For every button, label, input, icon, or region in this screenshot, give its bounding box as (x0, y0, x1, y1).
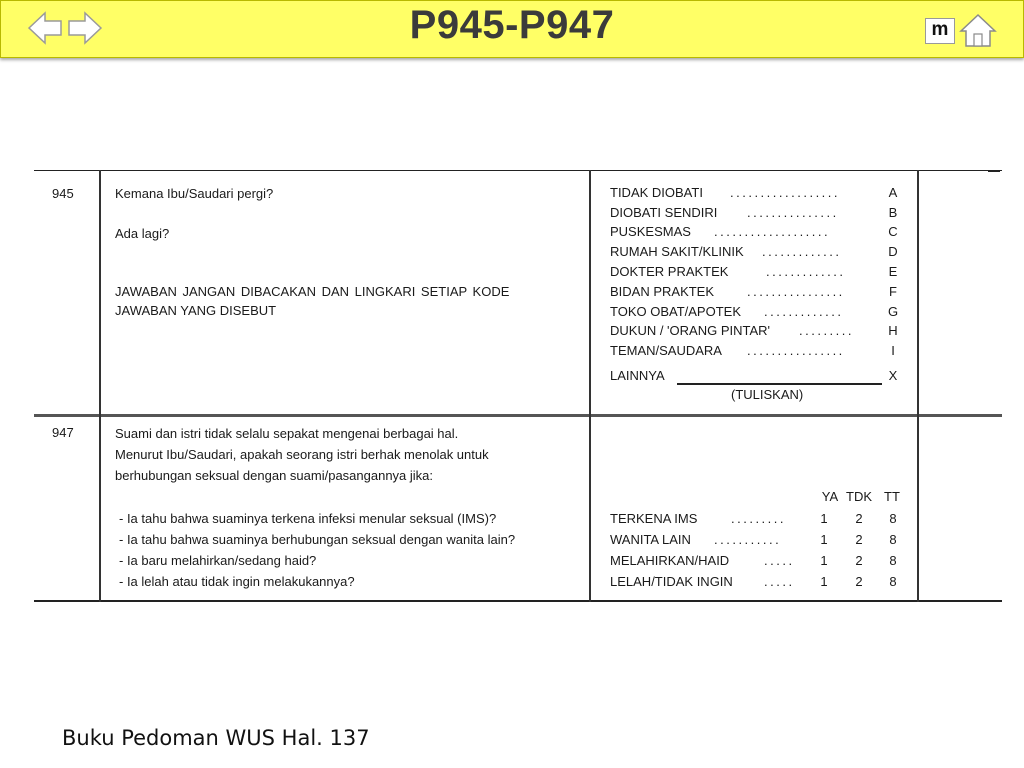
question-number: 945 (52, 186, 74, 201)
instruction-text: JAWABAN JANGAN DIBACAKAN DAN LINGKARI SETIAP KODE (115, 284, 510, 299)
table-top-tick (988, 170, 1000, 172)
answer-code-ya[interactable]: 1 (820, 574, 828, 589)
leader-dots: ......... (731, 511, 787, 526)
table-top-border (34, 170, 1002, 171)
table-bottom-border (34, 600, 1002, 602)
question-text: Kemana Ibu/Saudari pergi? (115, 186, 274, 201)
option-code[interactable]: G (887, 304, 899, 319)
option-code[interactable]: X (888, 368, 898, 383)
answer-code-tt[interactable]: 8 (889, 532, 897, 547)
column-header: YA (821, 489, 839, 504)
option-label: DUKUN / 'ORANG PINTAR' (610, 323, 771, 338)
question-number: 947 (52, 425, 74, 440)
answer-code-ya[interactable]: 1 (820, 511, 828, 526)
answer-code-tt[interactable]: 8 (889, 574, 897, 589)
instruction-text: JAWABAN YANG DISEBUT (115, 303, 277, 318)
option-code[interactable]: C (888, 224, 898, 239)
leader-dots: ............... (747, 205, 839, 220)
leader-dots: ................... (714, 224, 831, 239)
answer-label: TERKENA IMS (610, 511, 698, 526)
option-code[interactable]: B (888, 205, 898, 220)
answer-label: LELAH/TIDAK INGIN (610, 574, 733, 589)
column-divider (589, 170, 591, 602)
option-label: TEMAN/SAUDARA (610, 343, 722, 358)
answer-label: MELAHIRKAN/HAID (610, 553, 730, 568)
list-item: - Ia lelah atau tidak ingin melakukannya? (119, 574, 355, 589)
option-label: DOKTER PRAKTEK (610, 264, 729, 279)
list-item: - Ia tahu bahwa suaminya berhubungan seksual dengan wanita lain? (119, 532, 516, 547)
write-in-hint: (TULISKAN) (731, 387, 804, 402)
leader-dots: ..... (764, 574, 795, 589)
column-divider (917, 170, 919, 602)
answer-code-ya[interactable]: 1 (820, 553, 828, 568)
answer-code-tdk[interactable]: 2 (855, 532, 863, 547)
header-bar (0, 0, 1024, 58)
question-text: Menurut Ibu/Saudari, apakah seorang istri berhak menolak untuk (115, 447, 489, 462)
leader-dots: .................. (730, 185, 841, 200)
option-label: PUSKESMAS (610, 224, 691, 239)
menu-button[interactable]: m (925, 18, 955, 44)
column-header: TDK (846, 489, 872, 504)
option-code[interactable]: F (889, 284, 897, 299)
option-label: TIDAK DIOBATI (610, 185, 703, 200)
leader-dots: ......... (799, 323, 855, 338)
option-label: TOKO OBAT/APOTEK (610, 304, 741, 319)
option-code[interactable]: A (888, 185, 898, 200)
answer-code-tdk[interactable]: 2 (855, 511, 863, 526)
option-code[interactable]: E (888, 264, 898, 279)
questionnaire-form (34, 170, 1002, 602)
answer-label: WANITA LAIN (610, 532, 691, 547)
home-icon[interactable] (959, 12, 997, 48)
list-item: - Ia tahu bahwa suaminya terkena infeksi menular seksual (IMS)? (119, 511, 497, 526)
list-item: - Ia baru melahirkan/sedang haid? (119, 553, 317, 568)
leader-dots: ........... (714, 532, 782, 547)
leader-dots: ..... (764, 553, 795, 568)
option-label: RUMAH SAKIT/KLINIK (610, 244, 744, 259)
answer-code-ya[interactable]: 1 (820, 532, 828, 547)
option-code[interactable]: H (888, 323, 898, 338)
question-text: berhubungan seksual dengan suami/pasangannya jika: (115, 468, 434, 483)
answer-code-tdk[interactable]: 2 (855, 553, 863, 568)
leader-dots: ................ (747, 343, 845, 358)
question-text: Suami dan istri tidak selalu sepakat mengenai berbagai hal. (115, 426, 459, 441)
leader-dots: ............. (764, 304, 844, 319)
column-divider (99, 170, 101, 602)
write-in-line[interactable] (677, 383, 882, 385)
option-label: DIOBATI SENDIRI (610, 205, 718, 220)
option-label: LAINNYA (610, 368, 665, 383)
row-divider (34, 414, 1002, 417)
source-reference: Buku Pedoman WUS Hal. 137 (62, 726, 370, 750)
leader-dots: ............. (766, 264, 846, 279)
option-code[interactable]: I (891, 343, 895, 358)
answer-code-tt[interactable]: 8 (889, 511, 897, 526)
answer-code-tdk[interactable]: 2 (855, 574, 863, 589)
option-code[interactable]: D (888, 244, 898, 259)
leader-dots: ................ (747, 284, 845, 299)
column-header: TT (884, 489, 900, 504)
option-label: BIDAN PRAKTEK (610, 284, 715, 299)
leader-dots: ............. (762, 244, 842, 259)
question-followup: Ada lagi? (115, 226, 170, 241)
answer-code-tt[interactable]: 8 (889, 553, 897, 568)
page-title: P945-P947 (409, 3, 615, 47)
